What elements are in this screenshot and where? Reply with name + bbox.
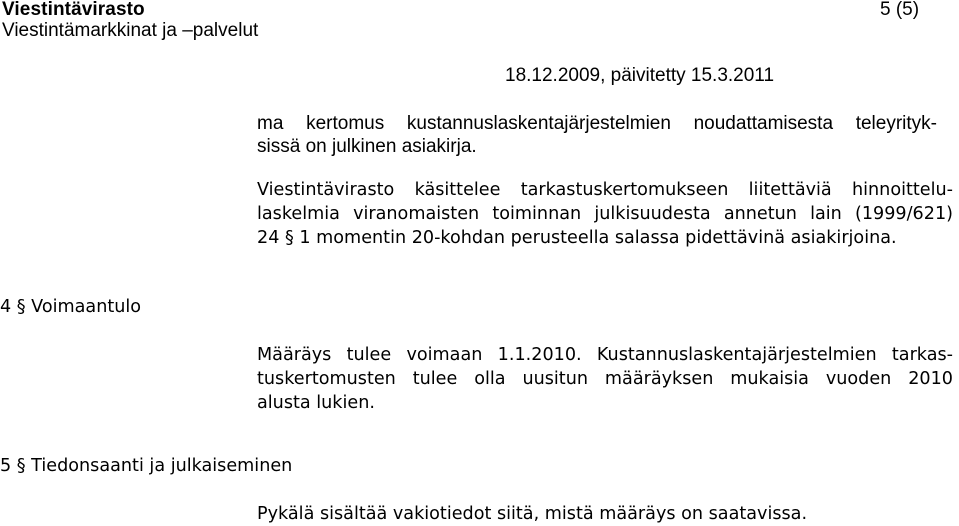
paragraph-availability [257, 502, 807, 526]
paragraph-line: Pykälä sisältää vakiotiedot siitä, mistä määräys on saatavissa. [257, 504, 808, 524]
paragraph-line: Viestintävirasto käsittelee tarkastuskertomukseen liitettäviä hinnoittelu- [257, 180, 953, 200]
organization-name: Viestintävirasto [2, 0, 145, 20]
paragraph-line: laskelmia viranomaisten toiminnan julkisuudesta annetun lain (1999/621) [257, 204, 953, 224]
paragraph-line: ma kertomus kustannuslaskentajärjestelmien noudattamisesta teleyrityk- [257, 113, 937, 134]
document-date: 18.12.2009, päivitetty 15.3.2011 [505, 65, 775, 86]
paragraph-line: sissä on julkinen asiakirja. [257, 136, 477, 157]
paragraph-public-document [257, 112, 937, 158]
paragraph-line: 24 § 1 momentin 20-kohdan perusteella salassa pidettävinä asiakirjoina. [257, 228, 897, 248]
section-heading-voimaantulo: 4 § Voimaantulo [0, 297, 142, 317]
paragraph-pricing-calculations [257, 178, 953, 250]
department-name: Viestintämarkkinat ja –palvelut [2, 20, 259, 41]
paragraph-line: alusta lukien. [257, 393, 375, 413]
paragraph-line: tuskertomusten tulee olla uusitun määräyksen mukaisia vuoden 2010 [257, 369, 953, 389]
paragraph-entry-into-force [257, 343, 953, 415]
page-number: 5 (5) [880, 0, 920, 20]
section-heading-tiedonsaanti: 5 § Tiedonsaanti ja julkaiseminen [0, 456, 293, 476]
paragraph-line: Määräys tulee voimaan 1.1.2010. Kustannuslaskentajärjestelmien tarkas- [257, 345, 953, 365]
